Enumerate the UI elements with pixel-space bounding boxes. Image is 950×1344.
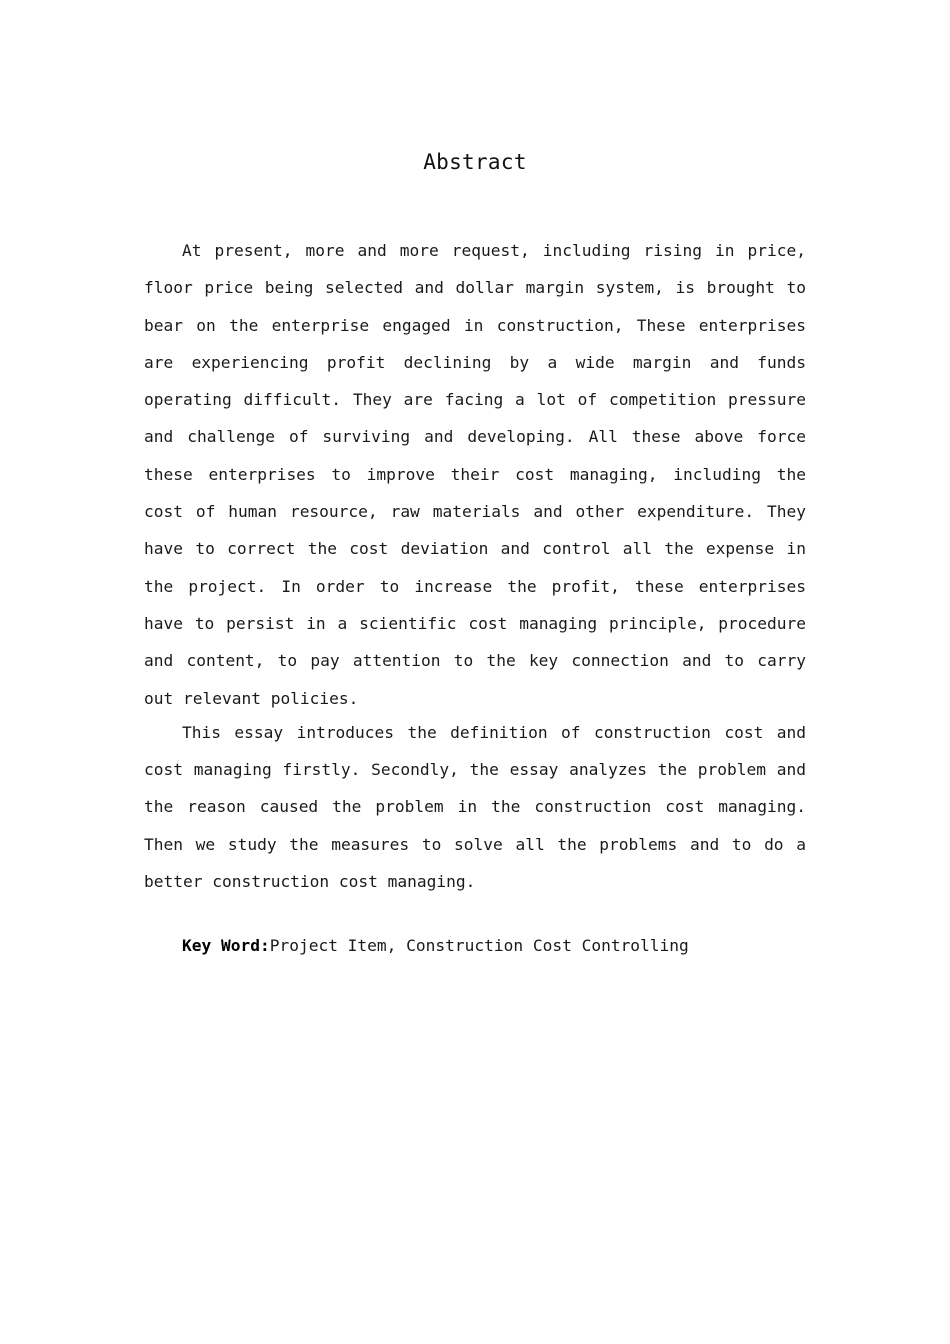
abstract-title: Abstract: [423, 150, 527, 174]
keywords-label: Key Word:: [182, 936, 270, 955]
abstract-body: [144, 232, 806, 900]
keywords-line: [182, 936, 689, 955]
abstract-paragraph-1: At present, more and more request, including rising in price, floor price being selected and dollar margin system, is brought to bear on the enterprise engaged in construction, These enterprises are experiencing profit declining by a wide margin and funds operating difficult. They are facing a lot of competition pressure and challenge of surviving and developing. All these above force these enterprises to improve their cost managing, including the cost of human resource, raw materials and other expenditure. They have to correct the cost deviation and control all the expense in the project. In order to increase the profit, these enterprises have to persist in a scientific cost managing principle, procedure and content, to pay attention to the key connection and to carry out relevant policies.: [144, 241, 806, 708]
keywords-value: Project Item, Construction Cost Controlling: [269, 936, 689, 955]
abstract-paragraph-2: This essay introduces the definition of construction cost and cost managing firstly. Secondly, the essay analyzes the problem and the reason caused the problem in the construction cost managing. Then we study the measures to solve all the problems and to do a better construction cost managing.: [144, 722, 806, 892]
